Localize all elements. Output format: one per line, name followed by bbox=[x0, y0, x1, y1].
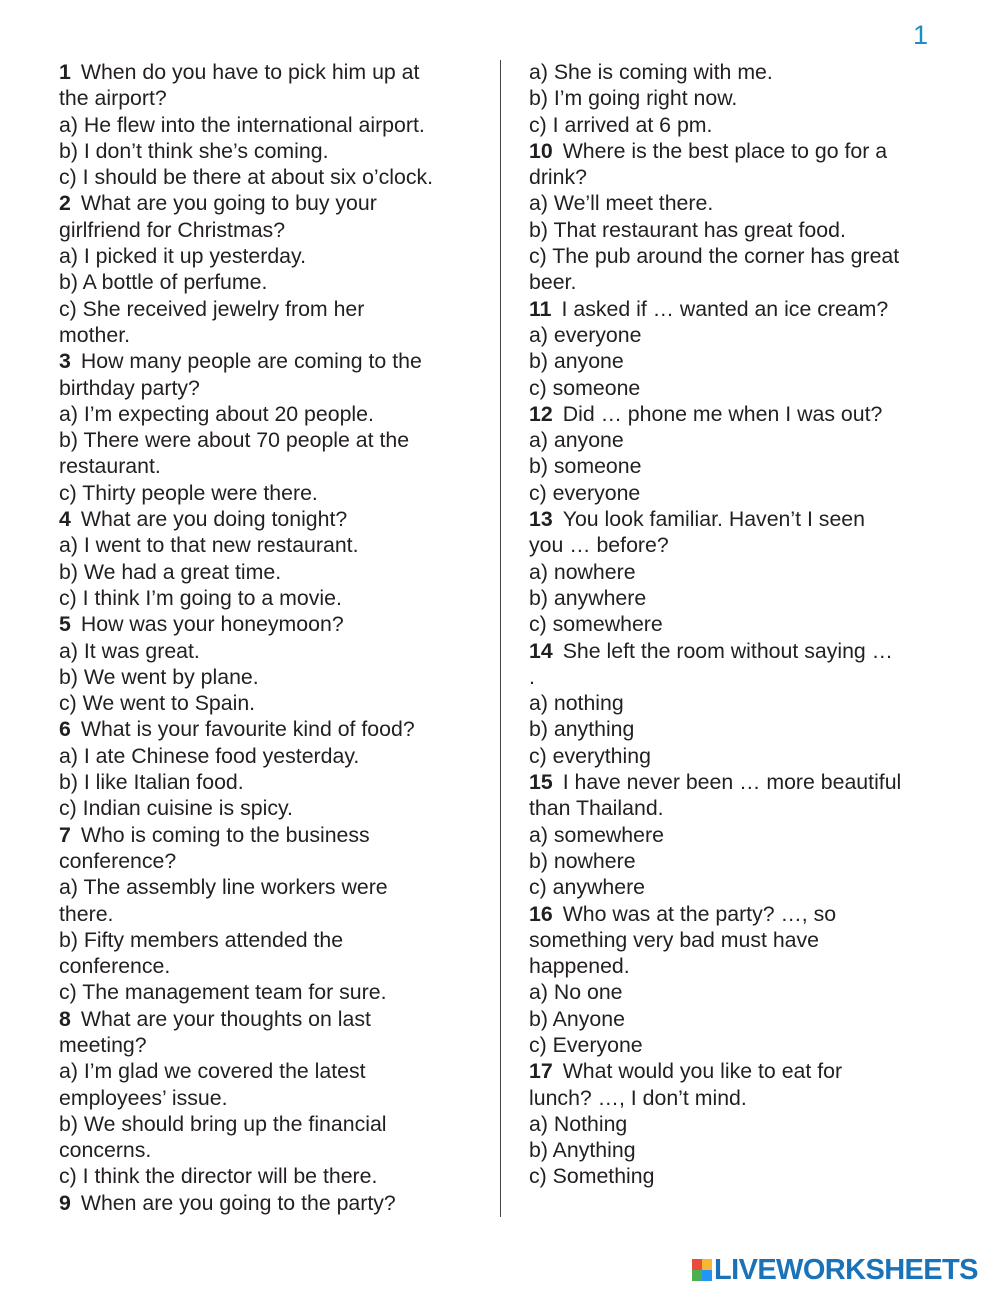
line-text: You look familiar. Haven’t I seen bbox=[562, 507, 865, 532]
question-number: 8 bbox=[59, 1006, 71, 1031]
line-text: c) She received jewelry from her bbox=[59, 296, 365, 321]
line-text: girlfriend for Christmas? bbox=[59, 217, 286, 242]
answer-option bbox=[59, 164, 484, 190]
line-text: a) It was great. bbox=[59, 638, 200, 663]
line-text: a) The assembly line workers were bbox=[59, 875, 388, 900]
answer-option bbox=[59, 532, 484, 558]
line-text: b) anyone bbox=[529, 349, 624, 374]
question-text-continued bbox=[59, 322, 484, 348]
answer-option bbox=[59, 1058, 484, 1084]
line-text: a) No one bbox=[529, 980, 623, 1005]
question-number: 1 bbox=[59, 60, 71, 84]
answer-option bbox=[59, 269, 484, 295]
line-text: b) We had a great time. bbox=[59, 559, 282, 584]
left-column bbox=[59, 59, 484, 1216]
line-text: a) everyone bbox=[529, 322, 642, 347]
line-text: b) There were about 70 people at the bbox=[59, 428, 410, 453]
line-text: She left the room without saying … bbox=[562, 638, 893, 663]
line-text: drink? bbox=[529, 165, 588, 190]
answer-option bbox=[59, 979, 484, 1005]
line-text: than Thailand. bbox=[529, 796, 664, 821]
question-number: 5 bbox=[59, 612, 71, 637]
answer-option bbox=[59, 874, 484, 900]
question-text-continued bbox=[529, 269, 954, 295]
line-text: b) A bottle of perfume. bbox=[59, 270, 268, 295]
answer-option bbox=[529, 559, 954, 585]
answer-option bbox=[529, 348, 954, 374]
line-text: a) He flew into the international airport. bbox=[59, 112, 425, 137]
line-text: What would you like to eat for bbox=[562, 1059, 843, 1084]
line-text: When are you going to the party? bbox=[80, 1190, 396, 1215]
question-text-continued bbox=[59, 848, 484, 874]
question-text-continued bbox=[59, 1032, 484, 1058]
answer-option bbox=[59, 1163, 484, 1189]
answer-option bbox=[529, 690, 954, 716]
line-text: a) I went to that new restaurant. bbox=[59, 533, 359, 558]
question-number: 15 bbox=[529, 770, 553, 795]
question-text-continued bbox=[59, 85, 484, 111]
question-text-continued bbox=[529, 664, 954, 690]
line-text: b) anything bbox=[529, 717, 635, 742]
answer-option bbox=[59, 427, 484, 453]
answer-option bbox=[59, 243, 484, 269]
line-text: c) anywhere bbox=[529, 875, 645, 900]
answer-option bbox=[529, 322, 954, 348]
answer-option bbox=[529, 190, 954, 216]
line-text: b) someone bbox=[529, 454, 642, 479]
liveworksheets-logo[interactable] bbox=[692, 1254, 978, 1286]
line-text: What are your thoughts on last bbox=[80, 1006, 371, 1031]
question-line bbox=[59, 1190, 484, 1216]
answer-option bbox=[59, 769, 484, 795]
line-text: a) Nothing bbox=[529, 1111, 628, 1136]
question-line bbox=[529, 138, 954, 164]
line-text: b) Anyone bbox=[529, 1006, 625, 1031]
answer-option bbox=[59, 638, 484, 664]
line-text: a) I’m glad we covered the latest bbox=[59, 1059, 366, 1084]
line-text: b) We went by plane. bbox=[59, 664, 259, 689]
line-text: b) That restaurant has great food. bbox=[529, 217, 846, 242]
question-text-continued bbox=[59, 217, 484, 243]
line-text: birthday party? bbox=[59, 375, 200, 400]
question-text-continued bbox=[529, 1085, 954, 1111]
line-text: How was your honeymoon? bbox=[80, 612, 344, 637]
line-text: concerns. bbox=[59, 1138, 152, 1163]
answer-option bbox=[529, 85, 954, 111]
question-line bbox=[529, 638, 954, 664]
question-line bbox=[59, 190, 484, 216]
question-text-continued bbox=[529, 532, 954, 558]
question-number: 12 bbox=[529, 401, 553, 426]
question-number: 2 bbox=[59, 191, 71, 216]
line-text: a) We’ll meet there. bbox=[529, 191, 714, 216]
answer-option bbox=[59, 585, 484, 611]
answer-option bbox=[529, 743, 954, 769]
line-text: c) Something bbox=[529, 1164, 655, 1189]
question-text-continued bbox=[529, 953, 954, 979]
question-number: 3 bbox=[59, 349, 71, 374]
logo-text: LIVEWORKSHEETS bbox=[714, 1253, 978, 1286]
line-text: What are you going to buy your bbox=[80, 191, 377, 216]
question-number: 11 bbox=[529, 296, 552, 321]
line-text: c) The pub around the corner has great bbox=[529, 244, 900, 269]
line-text: a) I picked it up yesterday. bbox=[59, 244, 307, 269]
line-text: . bbox=[529, 664, 535, 689]
question-line bbox=[59, 348, 484, 374]
answer-option bbox=[529, 822, 954, 848]
line-text: b) I don’t think she’s coming. bbox=[59, 138, 329, 163]
answer-option bbox=[529, 1111, 954, 1137]
question-line bbox=[529, 506, 954, 532]
question-line bbox=[529, 901, 954, 927]
line-text: a) nothing bbox=[529, 691, 624, 716]
answer-option bbox=[529, 427, 954, 453]
question-line bbox=[529, 769, 954, 795]
answer-option bbox=[529, 611, 954, 637]
line-text: restaurant. bbox=[59, 454, 161, 479]
answer-option bbox=[59, 296, 484, 322]
line-text: happened. bbox=[529, 954, 630, 979]
answer-option bbox=[59, 927, 484, 953]
answer-option bbox=[529, 1163, 954, 1189]
line-text: a) I ate Chinese food yesterday. bbox=[59, 743, 360, 768]
line-text: How many people are coming to the bbox=[80, 349, 422, 374]
line-text: c) everyone bbox=[529, 480, 641, 505]
line-text: c) I think the director will be there. bbox=[59, 1164, 378, 1189]
question-text-continued bbox=[529, 795, 954, 821]
question-number: 16 bbox=[529, 901, 553, 926]
line-text: beer. bbox=[529, 270, 577, 295]
question-text-continued bbox=[59, 1085, 484, 1111]
answer-option bbox=[529, 874, 954, 900]
question-line bbox=[529, 296, 954, 322]
question-line bbox=[529, 1058, 954, 1084]
line-text: c) Indian cuisine is spicy. bbox=[59, 796, 293, 821]
line-text: c) We went to Spain. bbox=[59, 691, 256, 716]
question-text-continued bbox=[59, 1137, 484, 1163]
line-text: What are you doing tonight? bbox=[80, 507, 348, 532]
line-text: the airport? bbox=[59, 86, 167, 111]
line-text: b) We should bring up the financial bbox=[59, 1111, 387, 1136]
line-text: a) I’m expecting about 20 people. bbox=[59, 401, 374, 426]
question-line bbox=[59, 1006, 484, 1032]
line-text: b) Fifty members attended the bbox=[59, 927, 344, 952]
line-text: I asked if … wanted an ice cream? bbox=[561, 296, 889, 321]
line-text: b) anywhere bbox=[529, 585, 647, 610]
question-number: 10 bbox=[529, 138, 553, 163]
line-text: c) I think I’m going to a movie. bbox=[59, 585, 342, 610]
question-number: 6 bbox=[59, 717, 71, 742]
line-text: mother. bbox=[59, 322, 131, 347]
line-text: something very bad must have bbox=[529, 927, 820, 952]
answer-option bbox=[529, 243, 954, 269]
line-text: c) everything bbox=[529, 743, 651, 768]
question-number: 7 bbox=[59, 822, 71, 847]
answer-option bbox=[529, 453, 954, 479]
question-text-continued bbox=[59, 453, 484, 479]
line-text: c) I should be there at about six o’clock. bbox=[59, 165, 434, 190]
answer-option bbox=[59, 138, 484, 164]
question-line bbox=[59, 506, 484, 532]
question-line bbox=[59, 59, 484, 85]
question-text-continued bbox=[529, 927, 954, 953]
answer-option bbox=[59, 795, 484, 821]
column-divider bbox=[500, 60, 501, 1217]
line-text: c) I arrived at 6 pm. bbox=[529, 112, 713, 137]
line-text: Who was at the party? …, so bbox=[562, 901, 837, 926]
line-text: b) I’m going right now. bbox=[529, 86, 738, 111]
answer-option bbox=[59, 559, 484, 585]
line-text: conference. bbox=[59, 954, 171, 979]
question-number: 13 bbox=[529, 507, 553, 532]
line-text: c) someone bbox=[529, 375, 641, 400]
answer-option bbox=[59, 112, 484, 138]
line-text: Where is the best place to go for a bbox=[562, 138, 888, 163]
answer-option bbox=[529, 217, 954, 243]
question-text-continued bbox=[529, 164, 954, 190]
line-text: I have never been … more beautiful bbox=[562, 770, 902, 795]
line-text: a) anyone bbox=[529, 428, 624, 453]
answer-option bbox=[59, 1111, 484, 1137]
answer-option bbox=[529, 585, 954, 611]
answer-option bbox=[529, 1032, 954, 1058]
answer-option bbox=[59, 401, 484, 427]
question-line bbox=[529, 401, 954, 427]
answer-option bbox=[59, 664, 484, 690]
question-number: 17 bbox=[529, 1059, 553, 1084]
answer-option bbox=[529, 59, 954, 85]
question-text-continued bbox=[59, 901, 484, 927]
line-text: b) nowhere bbox=[529, 848, 636, 873]
line-text: b) I like Italian food. bbox=[59, 770, 244, 795]
answer-option bbox=[529, 716, 954, 742]
line-text: employees’ issue. bbox=[59, 1085, 228, 1110]
logo-grid-icon bbox=[692, 1259, 712, 1281]
line-text: a) somewhere bbox=[529, 822, 664, 847]
answer-option bbox=[529, 848, 954, 874]
answer-option bbox=[59, 743, 484, 769]
question-line bbox=[59, 822, 484, 848]
line-text: lunch? …, I don’t mind. bbox=[529, 1085, 747, 1110]
question-number: 9 bbox=[59, 1190, 71, 1215]
line-text: Did … phone me when I was out? bbox=[562, 401, 883, 426]
line-text: c) Thirty people were there. bbox=[59, 480, 318, 505]
answer-option bbox=[529, 1006, 954, 1032]
line-text: c) Everyone bbox=[529, 1032, 643, 1057]
question-text-continued bbox=[59, 375, 484, 401]
answer-option bbox=[59, 690, 484, 716]
answer-option bbox=[529, 1137, 954, 1163]
line-text: c) The management team for sure. bbox=[59, 980, 387, 1005]
line-text: b) Anything bbox=[529, 1138, 636, 1163]
question-line bbox=[59, 611, 484, 637]
line-text: there. bbox=[59, 901, 114, 926]
answer-option bbox=[529, 375, 954, 401]
line-text: When do you have to pick him up at bbox=[80, 60, 420, 84]
answer-option bbox=[59, 480, 484, 506]
answer-option bbox=[529, 112, 954, 138]
line-text: meeting? bbox=[59, 1032, 147, 1057]
question-text-continued bbox=[59, 953, 484, 979]
line-text: you … before? bbox=[529, 533, 669, 558]
line-text: What is your favourite kind of food? bbox=[80, 717, 415, 742]
page-number: 1 bbox=[913, 20, 929, 50]
line-text: Who is coming to the business bbox=[80, 822, 370, 847]
answer-option bbox=[529, 979, 954, 1005]
question-number: 4 bbox=[59, 507, 71, 532]
line-text: c) somewhere bbox=[529, 612, 663, 637]
right-column bbox=[529, 59, 954, 1190]
question-line bbox=[59, 716, 484, 742]
answer-option bbox=[529, 480, 954, 506]
line-text: a) She is coming with me. bbox=[529, 60, 773, 84]
question-number: 14 bbox=[529, 638, 553, 663]
line-text: a) nowhere bbox=[529, 559, 636, 584]
line-text: conference? bbox=[59, 848, 177, 873]
